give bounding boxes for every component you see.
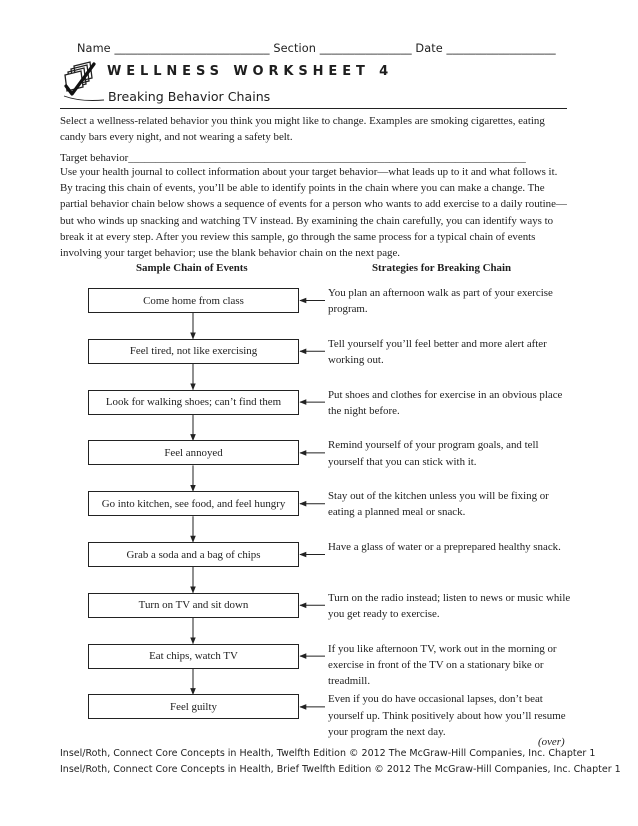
strategy-text: Even if you do have occasional lapses, don’t beat yourself up. Think positively about how you’ll resume your program the next day. [328, 693, 566, 738]
chain-event-box [88, 593, 299, 618]
chain-event-label: Turn on TV and sit down [138, 599, 249, 612]
chain-event-label: Feel tired, not like exercising [129, 345, 258, 358]
section-field[interactable]: ________________ [319, 42, 412, 55]
strategy-column-heading: Strategies for Breaking Chain [372, 262, 512, 274]
chain-event-label: Go into kitchen, see food, and feel hungry [101, 497, 286, 510]
strategy-text: Have a glass of water or a preprepared healthy snack. [328, 541, 561, 553]
chain-event-box [88, 440, 299, 465]
strategy-text: Tell yourself you’ll feel better and more alert after working out. [328, 337, 547, 366]
credit-line-1: Insel/Roth, Connect Core Concepts in Health, Twelfth Edition © 2012 The McGraw-Hill Companies, Inc. Chapter 1 [60, 748, 596, 759]
strategy-text: Turn on the radio instead; listen to news or music while you get ready to exercise. [328, 591, 571, 620]
strategy-text: You plan an afternoon walk as part of your exercise program. [328, 287, 553, 316]
strategy-text: Remind yourself of your program goals, and tell yourself that you can stick with it. [328, 439, 539, 468]
section-label: Section [273, 42, 317, 55]
strategy-text: Stay out of the kitchen unless you will be fixing or eating a planned meal or snack. [328, 490, 549, 519]
chain-event-label: Come home from class [143, 294, 244, 307]
strategy-text: Put shoes and clothes for exercise in an obvious place the night before. [328, 388, 563, 417]
chain-event-box [88, 491, 299, 516]
chain-event-box [88, 542, 299, 567]
over-note: (over) [538, 736, 565, 748]
chain-event-label: Feel guilty [170, 700, 217, 713]
chain-event-box [88, 694, 299, 719]
worksheet-title: WELLNESS WORKSHEET 4 [107, 64, 394, 79]
target-behavior-label: Target behavior [60, 152, 129, 164]
name-field[interactable]: ___________________________ [114, 42, 270, 55]
chain-event-label: Eat chips, watch TV [149, 650, 238, 663]
instructions-paragraph: Use your health journal to collect information about your target behavior—what leads up to it and what follows it. By tracing this chain of events, you’ll be able to identify points in the chain where you can make a change. The partial behavior chain below shows a sequence of events for a person who wants to add exercise to a daily routine—but who winds up snacking and watching TV instead. By examining the chain carefully, you can identify ways to break it at every step. After you review this sample, go through the same process for a typical chain of events involving your target behavior; use the blank behavior chain on the next page. [60, 166, 567, 260]
chain-event-box [88, 288, 299, 313]
worksheet-subtitle: Breaking Behavior Chains [108, 89, 271, 104]
name-label: Name [77, 42, 111, 55]
chain-event-label: Look for walking shoes; can’t find them [105, 396, 282, 409]
credit-line-2: Insel/Roth, Connect Core Concepts in Health, Brief Twelfth Edition © 2012 The McGraw-Hill Companies, Inc. Chapter 1 [60, 764, 621, 775]
chain-column-heading: Sample Chain of Events [136, 262, 248, 274]
target-behavior-field[interactable]: _________________________________________________________________________ [128, 152, 526, 164]
chain-event-box [88, 339, 299, 364]
chain-event-label: Grab a soda and a bag of chips [126, 548, 261, 561]
strategy-text: If you like afternoon TV, work out in the morning or exercise in front of the TV on a stationary bike or treadmill. [328, 642, 557, 687]
date-field[interactable]: ___________________ [446, 42, 556, 55]
chain-event-label: Feel annoyed [164, 446, 223, 459]
date-label: Date [415, 42, 443, 55]
intro-paragraph: Select a wellness-related behavior you think you might like to change. Examples are smoking cigarettes, eating candy bars every night, and not wearing a safety belt. [60, 115, 545, 144]
chain-event-box [88, 390, 299, 415]
chain-event-box [88, 644, 299, 669]
